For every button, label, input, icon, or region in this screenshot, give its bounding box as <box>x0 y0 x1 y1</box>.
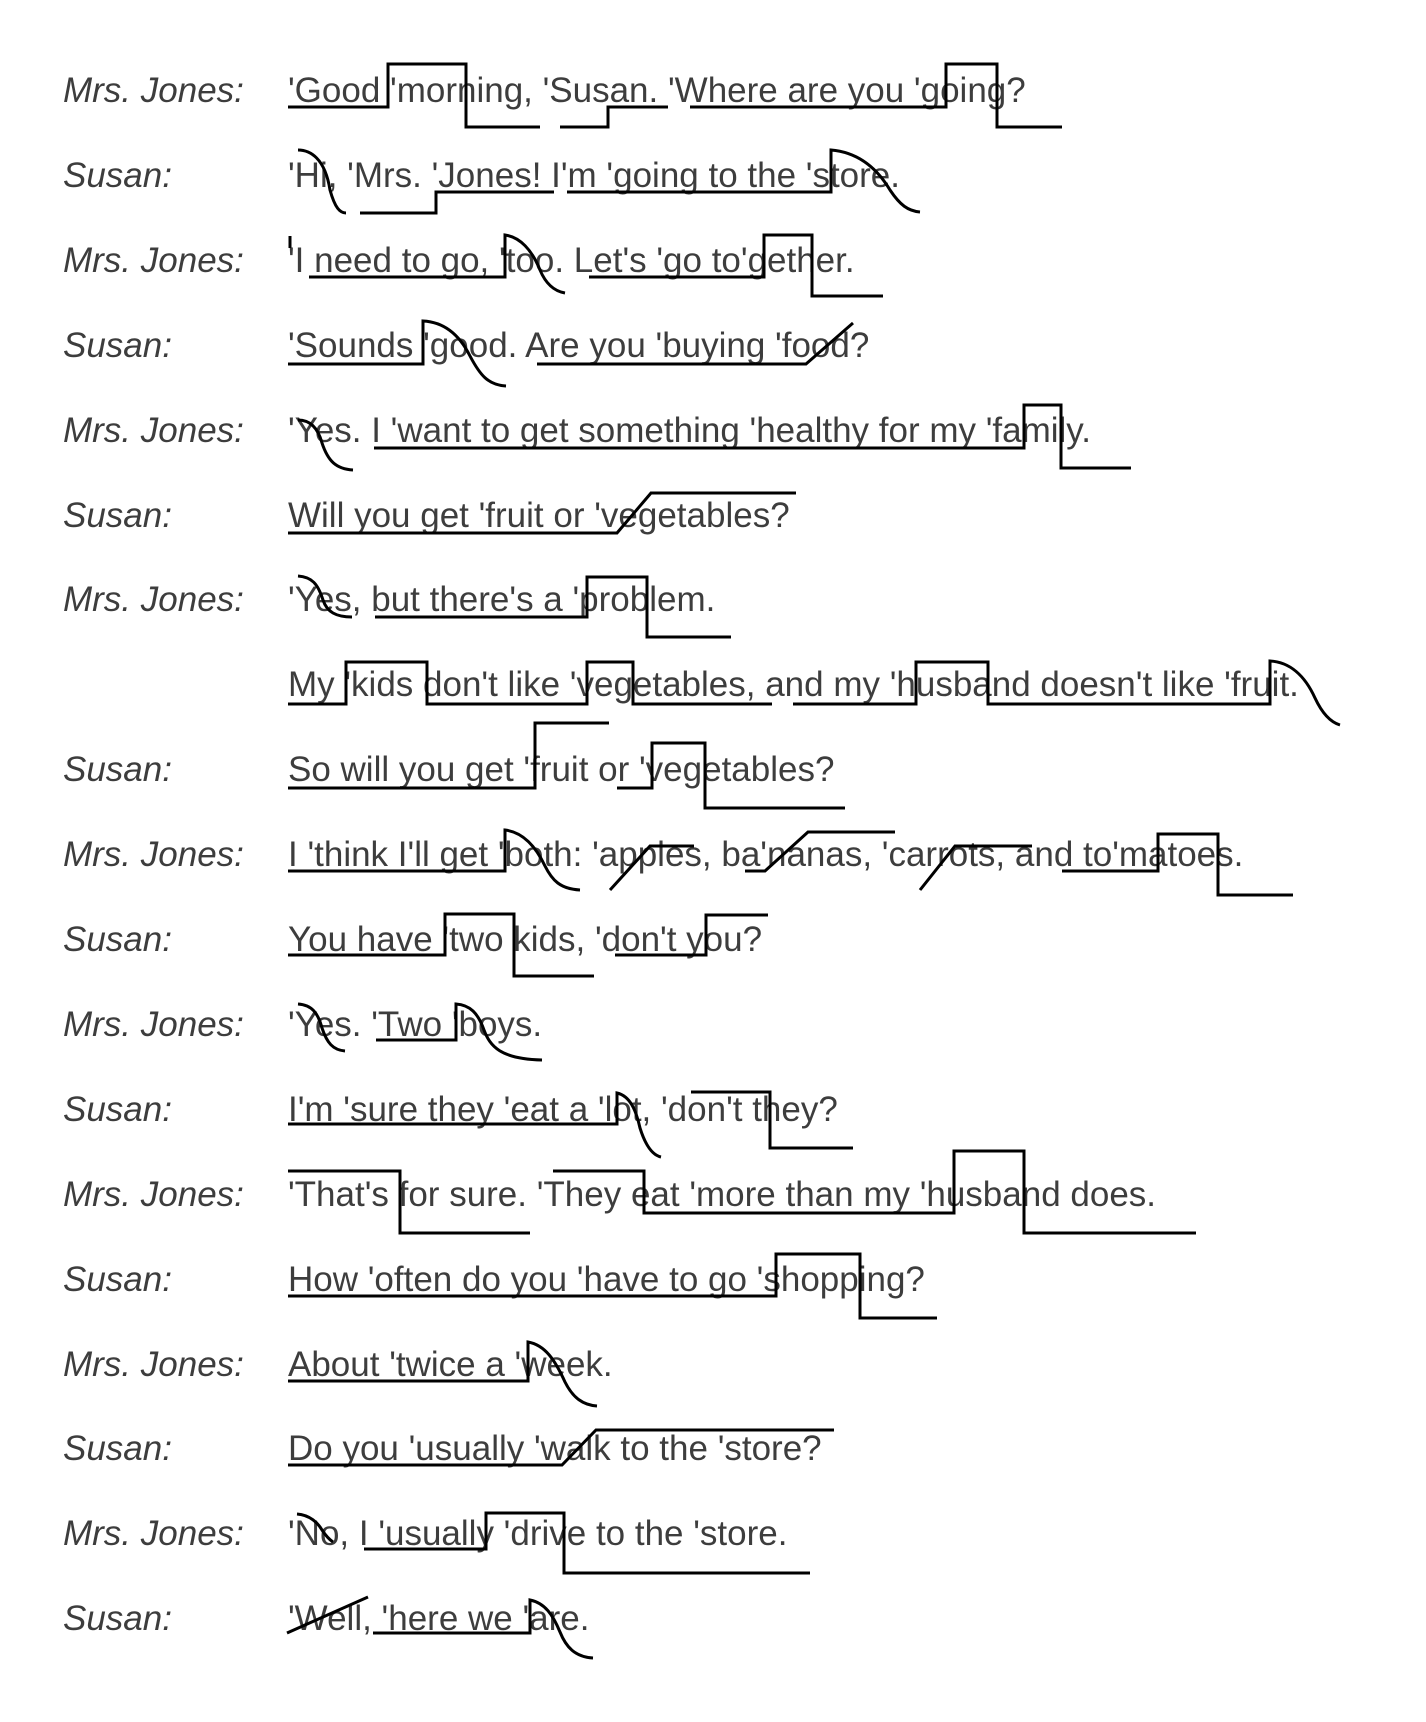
utterance-text: 'Yes, but there's a 'problem. <box>288 580 716 620</box>
utterance-text: You have 'two kids, 'don't you? <box>288 920 763 959</box>
speaker-label: Susan: <box>63 1429 172 1469</box>
speaker-label: Susan: <box>63 920 172 959</box>
dialogue-line <box>0 491 1426 541</box>
speaker-label: Mrs. Jones: <box>63 835 244 875</box>
speaker-label: Mrs. Jones: <box>63 1344 244 1384</box>
dialogue-line <box>0 830 1426 880</box>
utterance-text: 'Good 'morning, 'Susan. 'Where are you 'going? <box>288 71 1026 110</box>
utterance-text: So will you get 'fruit or 'vegetables? <box>288 750 835 790</box>
utterance-text: My 'kids don't like 'vegetables, and my 'husband doesn't like 'fruit. <box>288 665 1299 705</box>
dialogue-line <box>0 660 1426 710</box>
speaker-label: Susan: <box>63 1599 172 1639</box>
dialogue-line <box>0 236 1426 286</box>
utterance-text: Do you 'usually 'walk to the 'store? <box>288 1429 822 1469</box>
speaker-label: Mrs. Jones: <box>63 1174 244 1214</box>
speaker-label: Susan: <box>63 750 172 790</box>
dialogue-line <box>0 1424 1426 1474</box>
dialogue-line <box>0 66 1426 116</box>
speaker-label: Susan: <box>63 155 172 195</box>
dialogue-line <box>0 745 1426 795</box>
utterance-text: 'Sounds 'good. Are you 'buying 'food? <box>288 325 870 365</box>
dialogue-line <box>0 406 1426 456</box>
utterance-text: 'I need to go, 'too. Let's 'go to'gether. <box>288 240 855 280</box>
speaker-label: Susan: <box>63 1259 172 1299</box>
utterance-text: I'm 'sure they 'eat a 'lot, 'don't they? <box>288 1089 838 1129</box>
utterance-text: I 'think I'll get 'both: 'apples, ba'nanas, 'carrots, and to'matoes. <box>288 835 1244 875</box>
utterance-text: 'Yes. I 'want to get something 'healthy for my 'family. <box>288 410 1091 450</box>
utterance-text: 'No, I 'usually 'drive to the 'store. <box>288 1514 788 1554</box>
dialogue-line <box>0 1594 1426 1644</box>
utterance-text: 'Hi, 'Mrs. 'Jones! I'm 'going to the 'store. <box>288 155 900 195</box>
speaker-label: Mrs. Jones: <box>63 1004 244 1044</box>
speaker-label: Susan: <box>63 495 172 535</box>
speaker-label: Mrs. Jones: <box>63 240 244 280</box>
speaker-label: Susan: <box>63 325 172 365</box>
dialogue-line <box>0 1255 1426 1305</box>
utterance-text: 'That's for sure. 'They eat 'more than my 'husband does. <box>288 1174 1157 1214</box>
speaker-label: Mrs. Jones: <box>63 71 244 110</box>
utterance-text: Will you get 'fruit or 'vegetables? <box>288 495 790 535</box>
dialogue-line <box>0 915 1426 965</box>
speaker-label: Mrs. Jones: <box>63 1514 244 1554</box>
utterance-text: About 'twice a 'week. <box>288 1344 613 1384</box>
utterance-text: How 'often do you 'have to go 'shopping? <box>288 1259 925 1299</box>
dialogue-line <box>0 1085 1426 1135</box>
dialogue-line <box>0 575 1426 625</box>
utterance-text: 'Yes. 'Two 'boys. <box>288 1004 543 1044</box>
dialogue-line <box>0 1000 1426 1050</box>
dialogue-line <box>0 151 1426 201</box>
speaker-label: Susan: <box>63 1089 172 1129</box>
dialogue-line <box>0 1170 1426 1220</box>
dialogue-line <box>0 1340 1426 1390</box>
utterance-text: 'Well, 'here we 'are. <box>288 1599 590 1639</box>
speaker-label: Mrs. Jones: <box>63 410 244 450</box>
speaker-label: Mrs. Jones: <box>63 580 244 620</box>
dialogue-line <box>0 321 1426 371</box>
dialogue-line <box>0 1509 1426 1559</box>
